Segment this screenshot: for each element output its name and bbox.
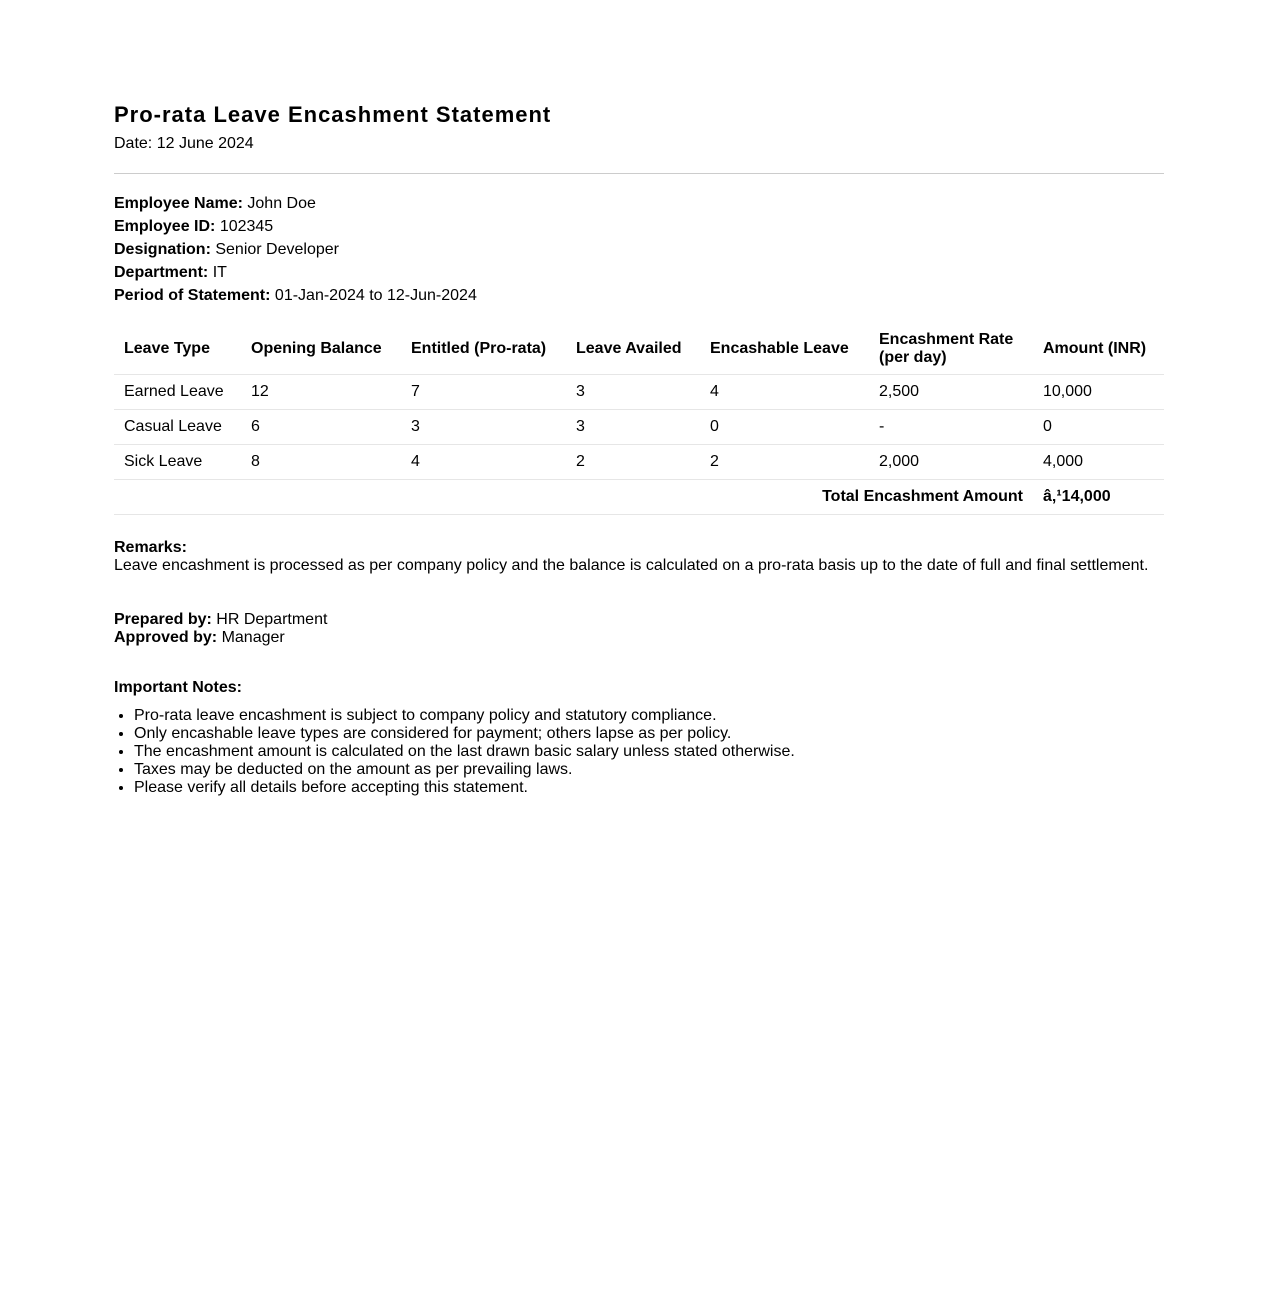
table-cell: 2 (566, 445, 700, 480)
table-cell: 3 (401, 410, 566, 445)
table-row (114, 445, 1164, 480)
designation-label: Designation: (114, 241, 211, 258)
notes-list (114, 707, 1164, 797)
column-header: Encashment Rate (per day) (869, 324, 1033, 375)
department-row (114, 261, 1164, 284)
approved-by-row (114, 629, 1164, 647)
employee-name-row (114, 192, 1164, 215)
date-label: Date: (114, 135, 153, 152)
table-cell: 3 (566, 410, 700, 445)
period-label: Period of Statement: (114, 287, 271, 304)
prepared-by-row (114, 611, 1164, 629)
table-cell: Casual Leave (114, 410, 241, 445)
table-row (114, 410, 1164, 445)
table-cell: 2,000 (869, 445, 1033, 480)
prepared-by-value: HR Department (216, 611, 328, 628)
leave-table (114, 324, 1164, 515)
table-cell: 0 (1033, 410, 1164, 445)
department-label: Department: (114, 264, 209, 281)
designation-row (114, 238, 1164, 261)
table-cell: 2 (700, 445, 869, 480)
page-title: Pro-rata Leave Encashment Statement (114, 102, 552, 127)
remarks-text: Leave encashment is processed as per company policy and the balance is calculated on a pro-rata basis up to the date of full and final settlement. (114, 557, 1149, 574)
employee-info (114, 192, 1164, 307)
list-item: • Pro-rata leave encashment is subject to company policy and statutory compliance. (134, 707, 1164, 725)
table-cell: 4,000 (1033, 445, 1164, 480)
date-value: 12 June 2024 (156, 135, 254, 152)
statement-page (114, 0, 1164, 797)
table-header-row (114, 324, 1164, 375)
table-cell: 7 (401, 375, 566, 410)
column-header: Leave Availed (566, 324, 700, 375)
total-value: â‚¹14,000 (1033, 480, 1164, 515)
table-cell: Sick Leave (114, 445, 241, 480)
table-cell: - (869, 410, 1033, 445)
approved-by-label: Approved by: (114, 629, 218, 646)
employee-id-row (114, 215, 1164, 238)
header-divider (114, 173, 1164, 174)
prepared-by-label: Prepared by: (114, 611, 212, 628)
column-header: Encashable Leave (700, 324, 869, 375)
total-row (114, 480, 1164, 515)
table-cell: 3 (566, 375, 700, 410)
column-header: Opening Balance (241, 324, 401, 375)
department-value: IT (212, 264, 227, 281)
employee-id-value: 102345 (219, 218, 274, 235)
designation-value: Senior Developer (215, 241, 339, 258)
column-header: Entitled (Pro-rata) (401, 324, 566, 375)
remarks-label: Remarks: (114, 539, 187, 556)
list-item: • The encashment amount is calculated on the last drawn basic salary unless stated otherwise. (134, 743, 1164, 761)
table-cell: 4 (401, 445, 566, 480)
employee-name-value: John Doe (247, 195, 316, 212)
column-header: Leave Type (114, 324, 241, 375)
signoff-section (114, 611, 1164, 647)
period-value: 01-Jan-2024 to 12-Jun-2024 (274, 287, 477, 304)
table-cell: 8 (241, 445, 401, 480)
notes-title: Important Notes: (114, 679, 242, 696)
table-cell: 12 (241, 375, 401, 410)
approved-by-value: Manager (221, 629, 285, 646)
remarks-section (114, 539, 1164, 575)
table-cell: 0 (700, 410, 869, 445)
table-cell: 10,000 (1033, 375, 1164, 410)
list-item: • Taxes may be deducted on the amount as per prevailing laws. (134, 761, 1164, 779)
total-label: Total Encashment Amount (114, 480, 1033, 515)
statement-date (114, 134, 1164, 154)
table-row (114, 375, 1164, 410)
table-cell: 2,500 (869, 375, 1033, 410)
employee-id-label: Employee ID: (114, 218, 216, 235)
table-cell: 6 (241, 410, 401, 445)
list-item: • Please verify all details before accepting this statement. (134, 779, 1164, 797)
table-cell: Earned Leave (114, 375, 241, 410)
table-cell: 4 (700, 375, 869, 410)
period-row (114, 284, 1164, 307)
list-item: • Only encashable leave types are considered for payment; others lapse as per policy. (134, 725, 1164, 743)
employee-name-label: Employee Name: (114, 195, 243, 212)
column-header: Amount (INR) (1033, 324, 1164, 375)
